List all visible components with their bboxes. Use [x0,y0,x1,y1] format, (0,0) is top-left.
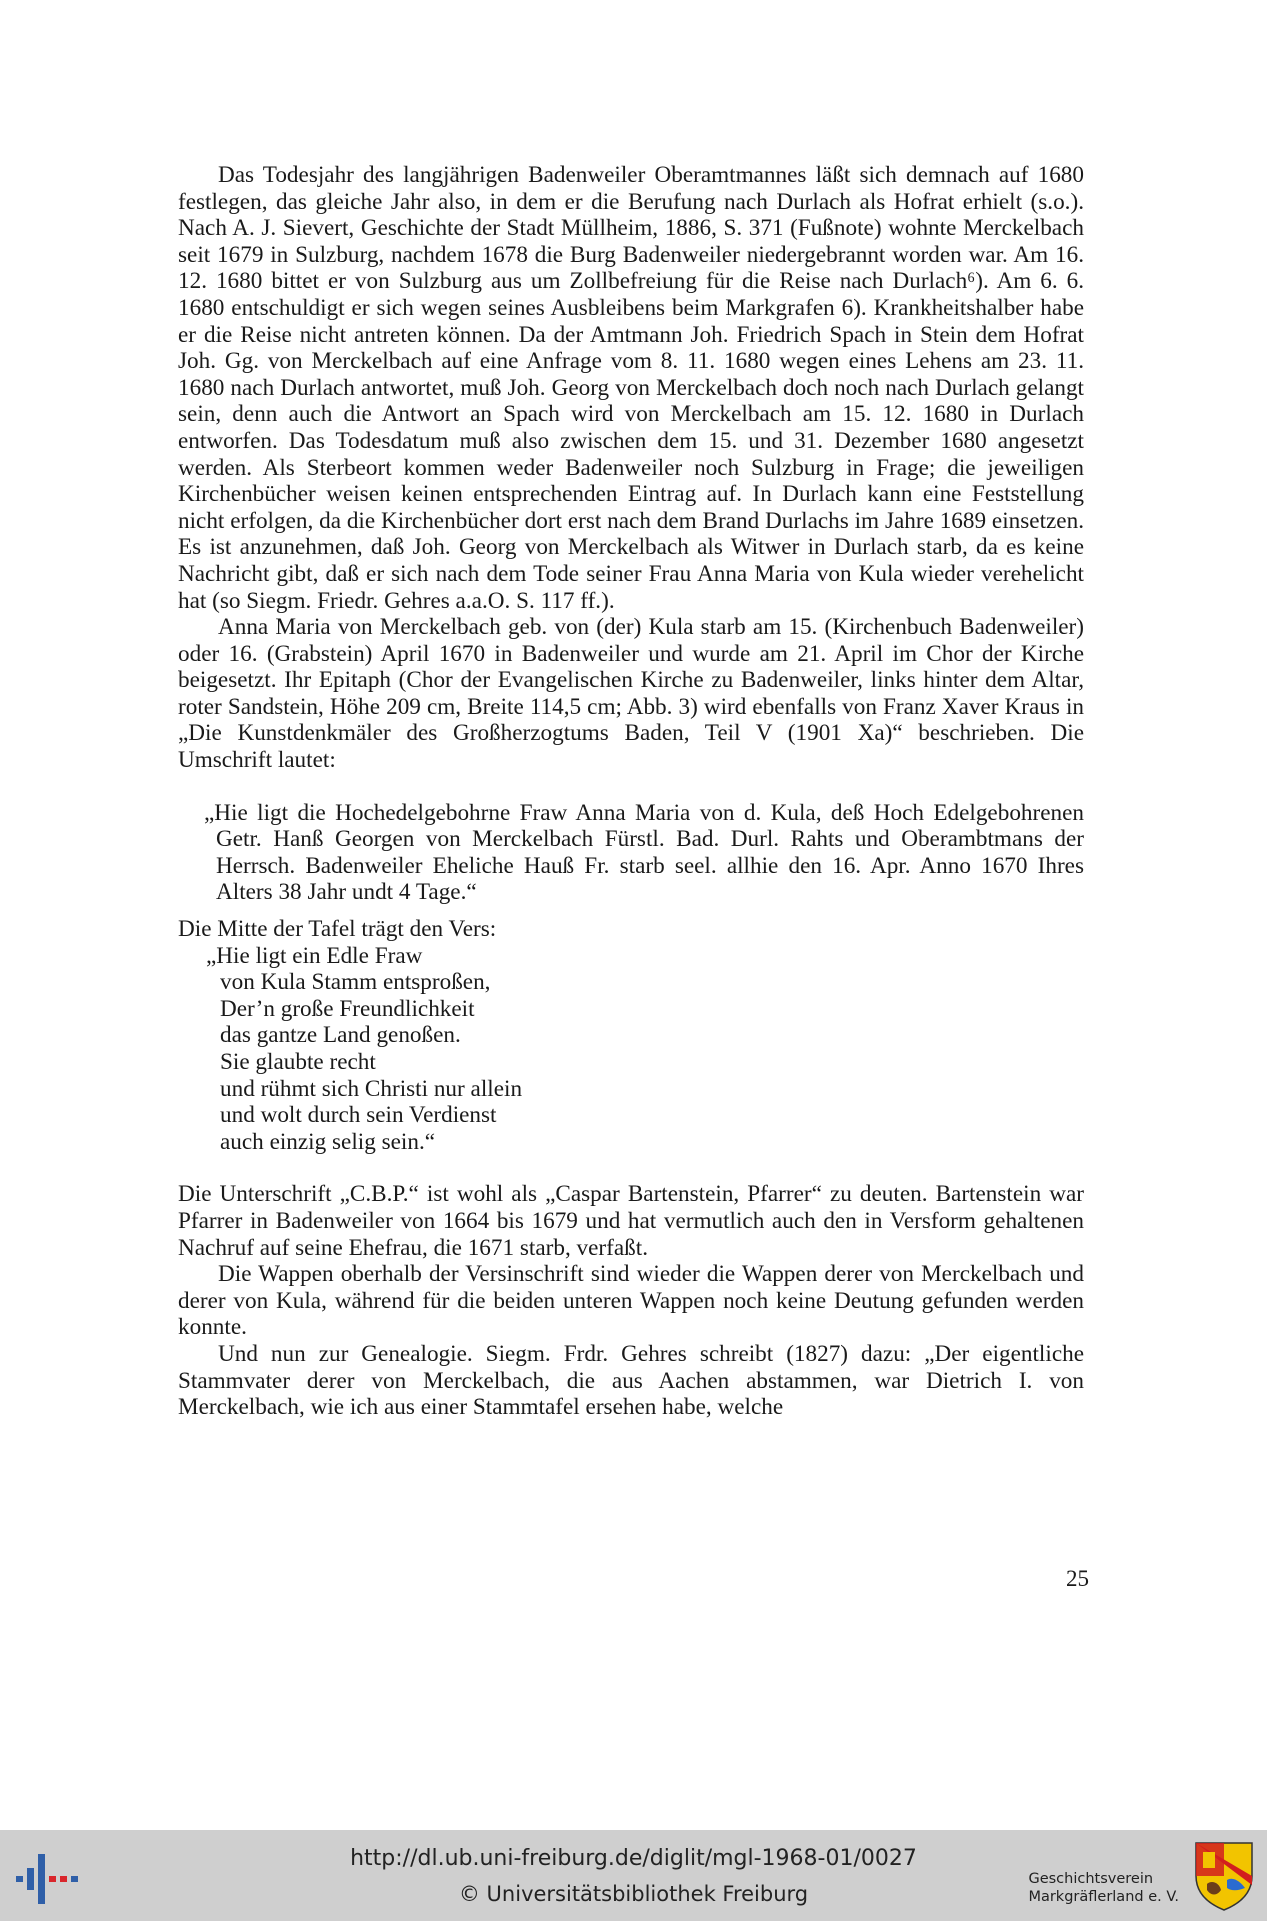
coat-of-arms-icon [1193,1840,1255,1912]
society-line-2: Markgräflerland e. V. [1028,1889,1179,1905]
verse-line: auch einzig selig sein.“ [220,1128,436,1155]
verse-intro: Die Mitte der Tafel trägt den Vers: [178,916,497,943]
main-text [178,162,1084,1421]
verse-line: von Kula Stamm entsproßen, [220,969,491,996]
footer-bar [0,1830,1267,1921]
society-name [1028,1870,1179,1906]
paragraph-coats-of-arms: Die Wappen oberhalb der Versinschrift sind wieder die Wappen derer von Merckelbach und derer von Kula, während für die beiden unteren Wappen noch keine Deutung gefunden werden konnte. [178,1261,1084,1341]
verse-line: Der’n große Freundlichkeit [220,995,475,1022]
page-number: 25 [1066,1566,1089,1591]
paragraph-signature: Die Unterschrift „C.B.P.“ ist wohl als „Caspar Bartenstein, Pfarrer“ zu deuten. Bartenstein war Pfarrer in Badenweiler von 1664 bis 1679 und hat vermutlich auch den in Versform gehaltenen Nachruf auf seine Ehefrau, die 1671 starb, verfaßt. [178,1181,1084,1261]
paragraph-2: Anna Maria von Merckelbach geb. von (der) Kula starb am 15. (Kirchenbuch Badenweiler) oder 16. (Grabstein) April 1670 in Badenweiler und wurde am 21. April im Chor der Kirche beigesetzt. Ihr Epitaph (Chor der Evangelischen Kirche zu Badenweiler, links hinter dem Altar, roter Sandstein, Höhe 209 cm, Breite 114,5 cm; Abb. 3) wird ebenfalls von Franz Xaver Kraus in „Die Kunstdenkmäler des Großherzogtums Baden, Teil V (1901 Xa)“ beschrieben. Die Umschrift lautet: [178,614,1084,774]
society-line-1: Geschichtsverein [1028,1871,1154,1887]
verse-line: „Hie ligt ein Edle Fraw [206,942,423,969]
paragraph-1: Das Todesjahr des langjährigen Badenweiler Oberamtmannes läßt sich demnach auf 1680 festlegen, das gleiche Jahr also, in dem er die Berufung nach Durlach als Hofrat erhielt (s.o.). Nach A. J. Sievert, Geschichte der Stadt Müllheim, 1886, S. 371 (Fußnote) wohnte Merckelbach seit 1679 in Sulzburg, nachdem 1678 die Burg Badenweiler niedergebrannt worden war. Am 16. 12. 1680 bittet er von Sulzburg aus um Zollbefreiung für die Reise nach Durlach⁶). Am 6. 6. 1680 entschuldigt er sich wegen seines Ausbleibens beim Markgrafen 6). Krankheitshalber habe er die Reise nicht antreten können. Da der Amtmann Joh. Friedrich Spach in Stein dem Hofrat Joh. Gg. von Merckelbach auf eine Anfrage vom 8. 11. 1680 wegen eines Lehens am 23. 11. 1680 nach Durlach antwortet, muß Joh. Georg von Merckelbach doch noch nach Durlach gelangt sein, denn auch die Antwort an Spach wird von Merckelbach am 15. 12. 1680 in Durlach entworfen. Das Todesdatum muß also zwischen dem 15. und 31. Dezember 1680 angesetzt werden. Als Sterbeort kommen weder Badenweiler noch Sulzburg in Frage; die jeweiligen Kirchenbücher weisen keinen entsprechenden Eintrag auf. In Durlach kann eine Feststellung nicht erfolgen, da die Kirchenbücher dort erst nach dem Brand Durlachs im Jahre 1689 einsetzen. Es ist anzunehmen, daß Joh. Georg von Merckelbach als Witwer in Durlach starb, da es keine Nachricht gibt, daß er sich nach dem Tode seiner Frau Anna Maria von Kula wieder verehelicht hat (so Siegm. Friedr. Gehres a.a.O. S. 117 ff.). [178,162,1084,614]
paragraph-genealogy: Und nun zur Genealogie. Siegm. Frdr. Gehres schreibt (1827) dazu: „Der eigentliche Stammvater derer von Merckelbach, die aus Aachen abstammen, war Dietrich I. von Merckelbach, wie ich aus einer Stammtafel ersehen habe, welche [178,1340,1084,1421]
verse-line: und rühmt sich Christi nur allein [220,1075,523,1102]
epitaph-quote: „Hie ligt die Hochedelgebohrne Fraw Anna Maria von d. Kula, deß Hoch Edelgebohrenen Getr. Hanß Georgen von Merckelbach Fürstl. Bad. Durl. Rahts und Oberambtmans der Herrsch. Badenweiler Eheliche Hauß Fr. starb seel. allhie den 16. Apr. Anno 1670 Ihres Alters 38 Jahr undt 4 Tage.“ [204,799,1084,906]
verse-line: und wolt durch sein Verdienst [220,1102,497,1129]
copyright-notice: © Universitätsbibliothek Freiburg [458,1882,809,1906]
verse-block [206,943,1084,1156]
verse-line: das gantze Land genoßen. [220,1022,461,1049]
permalink-url[interactable]: http://dl.ub.uni-freiburg.de/diglit/mgl-1968-01/0027 [350,1846,917,1871]
verse-line: Sie glaubte recht [220,1049,376,1075]
